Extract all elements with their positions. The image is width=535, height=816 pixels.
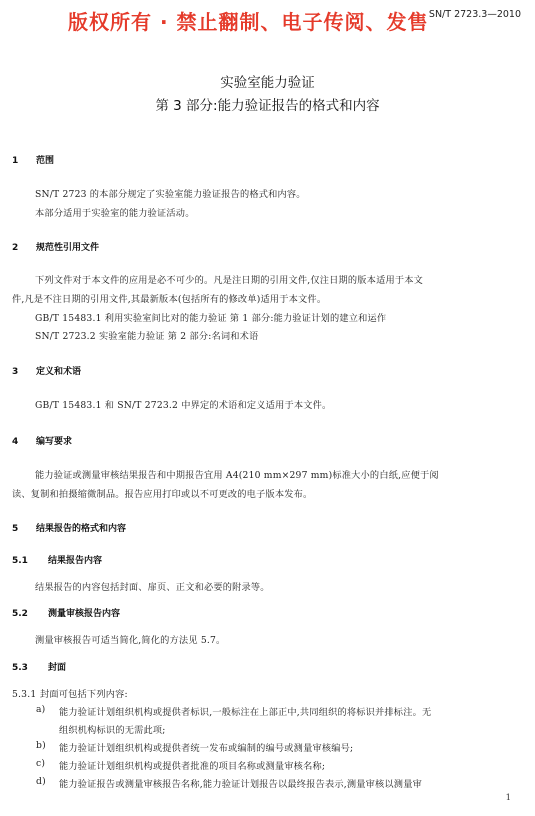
section-2-heading <box>12 240 99 253</box>
list-item <box>36 704 432 718</box>
section-3-heading <box>12 364 81 377</box>
section-title: 规范性引用文件 <box>36 243 100 253</box>
section-1-paragraph-2: 本部分适用于实验室的能力验证活动。 <box>35 208 195 219</box>
section-2-paragraph-line-1: 下列文件对于本文件的应用是必不可少的。凡是注日期的引用文件,仅注日期的版本适用于本文 <box>35 275 424 286</box>
normative-reference-2: SN/T 2723.2 实验室能力验证 第 2 部分:名词和术语 <box>35 331 259 342</box>
section-number: 5.3 <box>12 663 28 673</box>
list-item-continuation: 组织机构标识的无需此项; <box>59 725 166 736</box>
list-marker: b) <box>36 740 46 751</box>
list-item-text: 能力验证计划组织机构或提供者批准的项目名称或测量审核名称; <box>59 761 326 772</box>
document-title: 实验室能力验证 <box>220 75 315 91</box>
section-1-heading <box>12 153 54 166</box>
list-marker: d) <box>36 776 46 787</box>
section-1-paragraph-1: SN/T 2723 的本部分规定了实验室能力验证报告的格式和内容。 <box>35 189 306 200</box>
clause-number: 5.3.1 <box>12 689 37 700</box>
section-5-heading <box>12 521 126 534</box>
list-item-text: 能力验证报告或测量审核报告名称,能力验证计划报告以最终报告表示,测量审核以测量审 <box>59 779 422 790</box>
list-item <box>36 758 326 772</box>
section-number: 5.1 <box>12 556 28 566</box>
section-3-paragraph: GB/T 15483.1 和 SN/T 2723.2 中界定的术语和定义适用于本文件。 <box>35 400 332 411</box>
section-4-heading <box>12 434 72 447</box>
section-5-1-paragraph: 结果报告的内容包括封面、扉页、正文和必要的附录等。 <box>35 582 270 593</box>
page-number: 1 <box>505 793 511 803</box>
list-marker: c) <box>36 758 46 769</box>
section-title: 结果报告内容 <box>48 556 103 566</box>
standard-number: SN/T 2723.3—2010 <box>428 9 521 20</box>
section-5-3-heading <box>12 660 66 673</box>
clause-5-3-1 <box>12 686 128 700</box>
section-5-2-heading <box>12 606 120 619</box>
list-item-text: 能力验证计划组织机构或提供者标识,一般标注在上部正中,共同组织的将标识并排标注。无 <box>59 707 432 718</box>
section-2-paragraph-line-2: 件,凡是不注日期的引用文件,其最新版本(包括所有的修改单)适用于本文件。 <box>12 294 327 305</box>
section-title: 封面 <box>48 663 67 673</box>
list-marker: a) <box>36 704 46 715</box>
list-item-text: 能力验证计划组织机构或提供者统一发布或编制的编号或测量审核编号; <box>59 743 354 754</box>
section-4-paragraph-line-2: 读、复制和拍摄缩微制品。报告应用打印或以不可更改的电子版本发布。 <box>12 489 313 500</box>
section-number: 5 <box>12 524 19 534</box>
list-item <box>36 740 354 754</box>
section-title: 定义和术语 <box>36 367 82 377</box>
section-title: 结果报告的格式和内容 <box>36 524 127 534</box>
section-title: 编写要求 <box>36 437 73 447</box>
document-subtitle: 第 3 部分:能力验证报告的格式和内容 <box>155 98 380 114</box>
section-title: 范围 <box>36 156 55 166</box>
section-5-2-paragraph: 测量审核报告可适当简化,简化的方法见 5.7。 <box>35 635 226 646</box>
section-number: 4 <box>12 437 19 447</box>
section-number: 5.2 <box>12 609 28 619</box>
section-number: 2 <box>12 243 19 253</box>
copyright-watermark: 版权所有 · 禁止翻制、电子传阅、发售 <box>68 10 429 34</box>
normative-reference-1: GB/T 15483.1 利用实验室间比对的能力验证 第 1 部分:能力验证计划的建立和运作 <box>35 313 387 324</box>
clause-text: 封面可包括下列内容: <box>40 689 128 700</box>
section-4-paragraph-line-1: 能力验证或测量审核结果报告和中期报告宜用 A4(210 mm×297 mm)标准大小的白纸,应便于阅 <box>35 470 439 481</box>
section-5-1-heading <box>12 553 102 566</box>
section-number: 3 <box>12 367 19 377</box>
list-item <box>36 776 422 790</box>
section-number: 1 <box>12 156 19 166</box>
section-title: 测量审核报告内容 <box>48 609 121 619</box>
